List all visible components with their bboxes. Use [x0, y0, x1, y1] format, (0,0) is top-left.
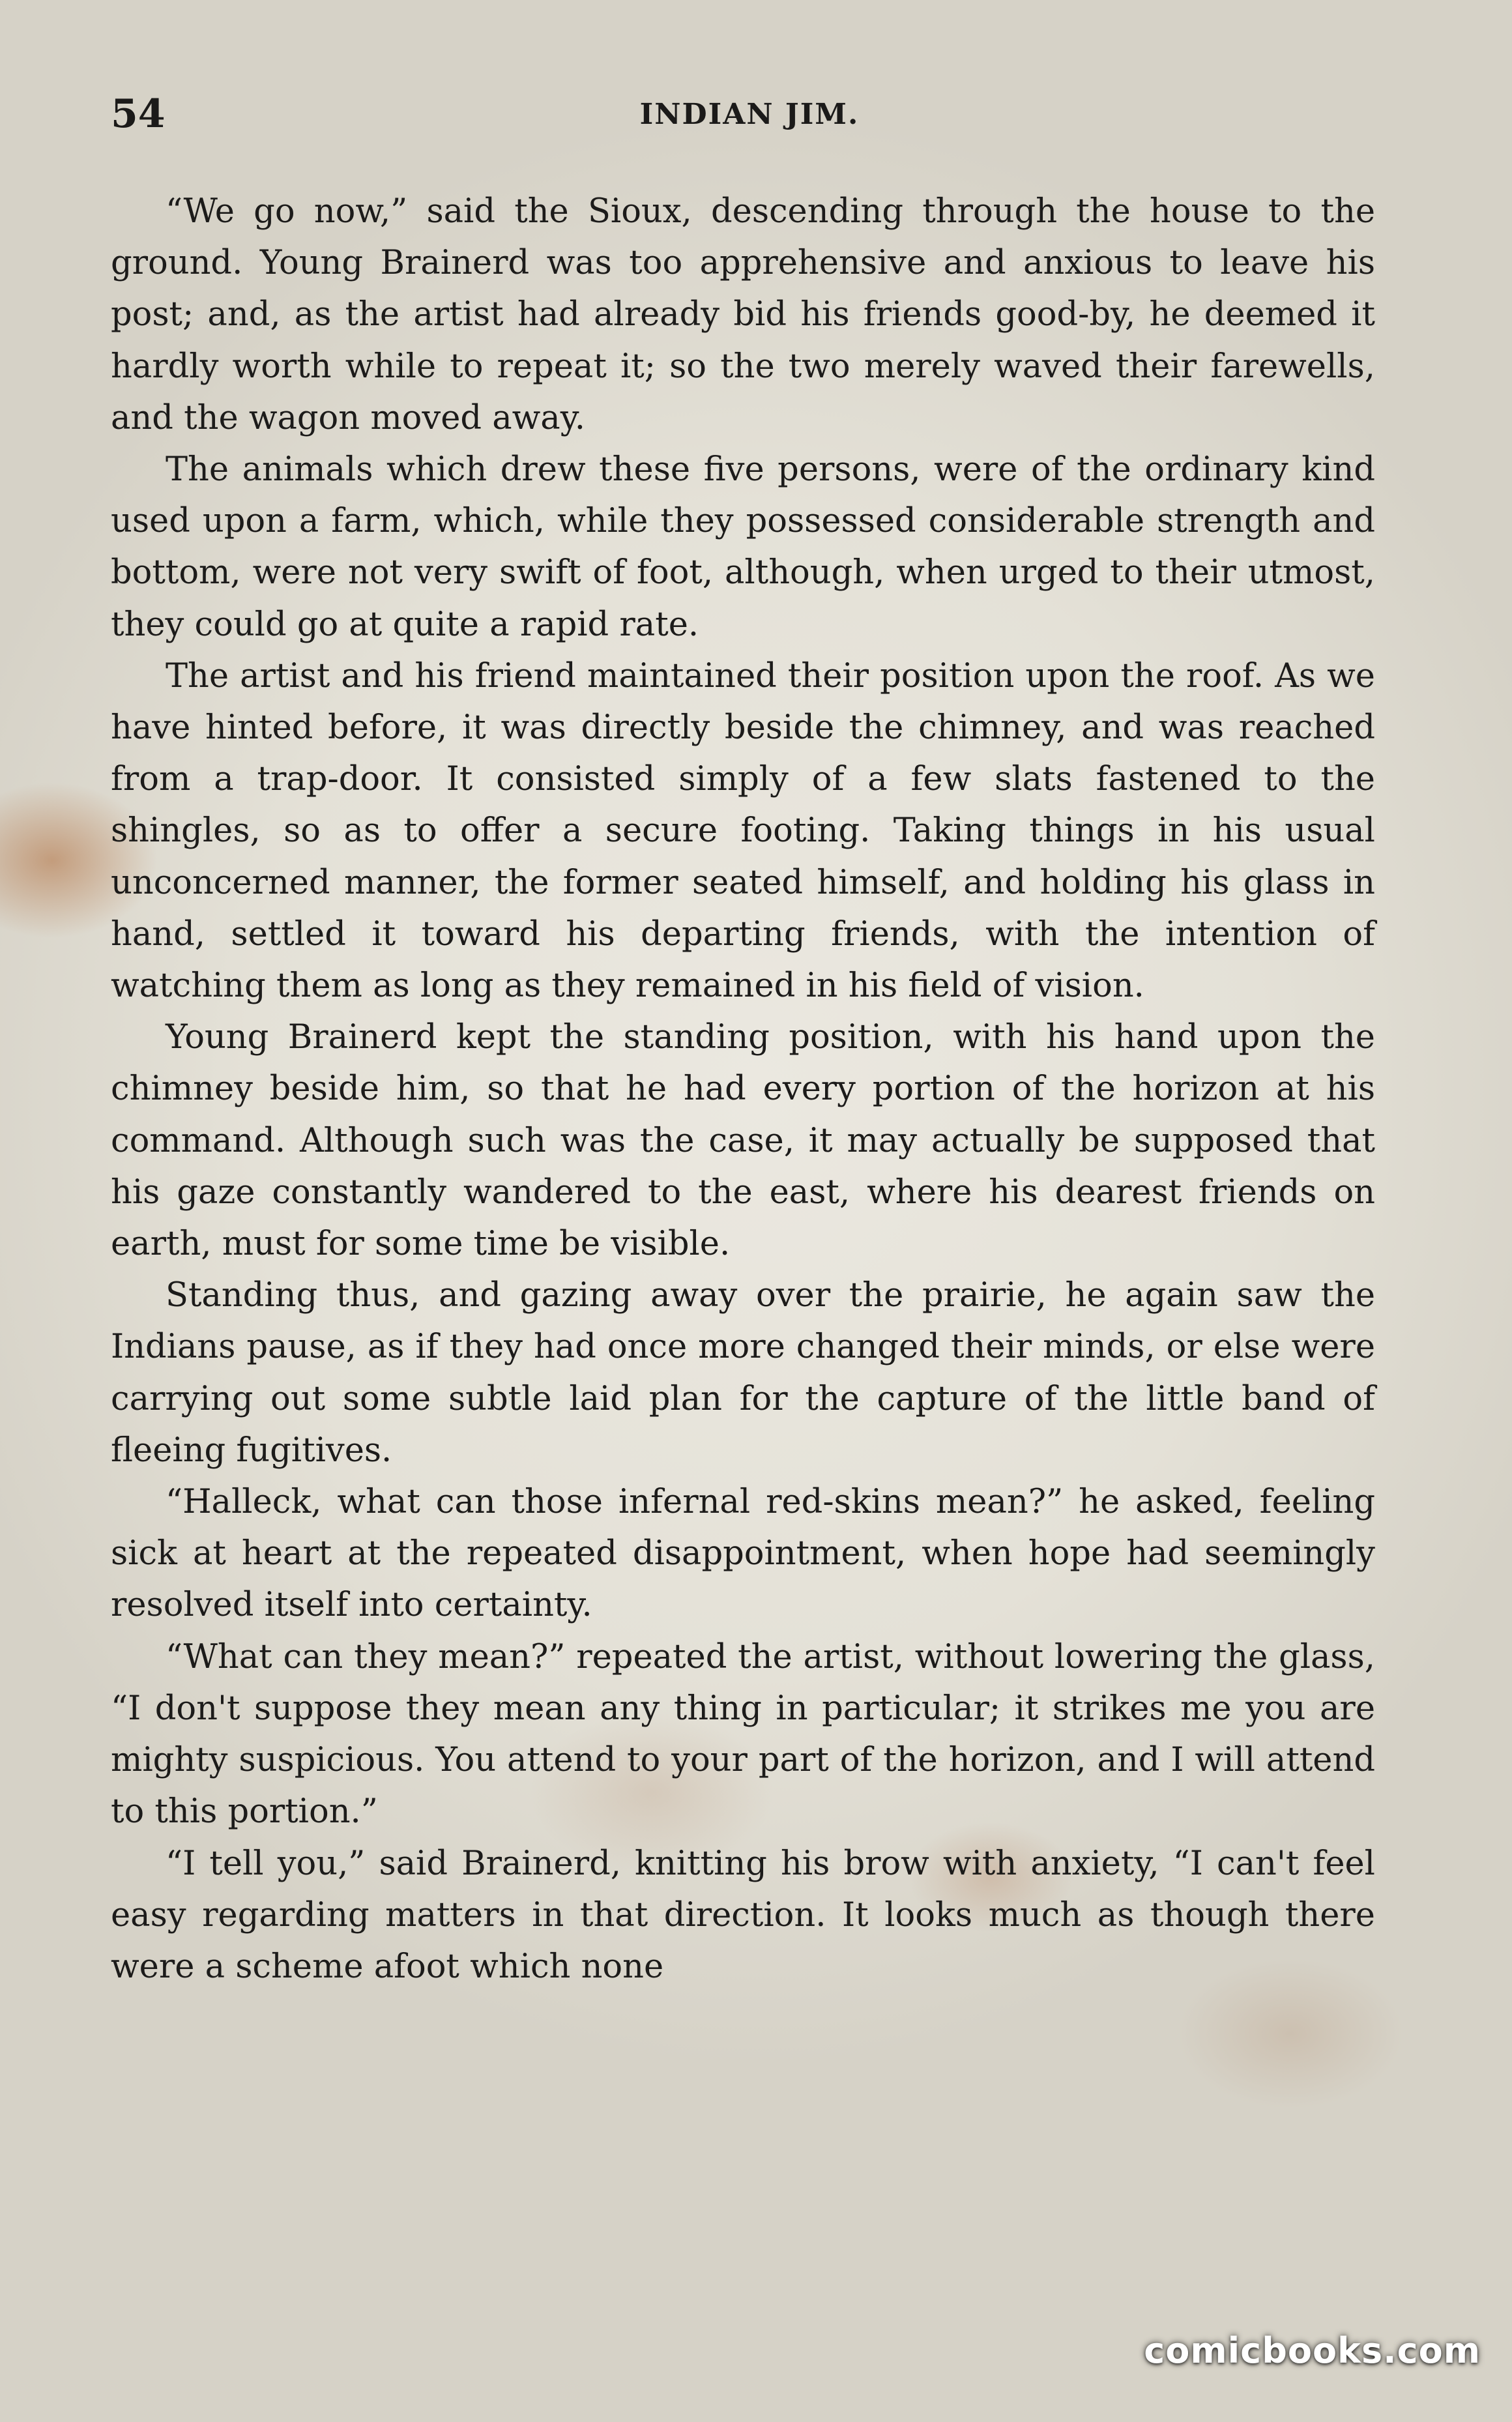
body-text: [111, 186, 1375, 1992]
page-number: 54: [111, 91, 166, 137]
paragraph: Young Brainerd kept the standing position, with his hand upon the chimney beside him, so that he had every portion of the horizon at his command. Although such was the case, it may actually be supposed that his gaze constantly wandered to the east, where his dearest friends on earth, must for some time be visible.: [111, 1018, 1375, 1264]
watermark: comicbooks.com: [1144, 2330, 1481, 2371]
paragraph: “What can they mean?” repeated the artist, without lowering the glass, “I don't suppose they mean any thing in particular; it strikes me you are mighty suspicious. You attend to your part of the horizon, and I will attend to this portion.”: [111, 1637, 1375, 1831]
paragraph: “Halleck, what can those infernal red-skins mean?” he asked, feeling sick at heart at the repeated disappointment, when hope had seemingly resolved itself into certainty.: [111, 1483, 1375, 1625]
paragraph: The artist and his friend maintained their position upon the roof. As we have hinted before, it was directly beside the chimney, and was reached from a trap-door. It consisted simply of a few slats fastened to the shingles, so as to offer a secure footing. Taking things in his usual unconcerned manner, the former seated himself, and holding his glass in hand, settled it toward his departing friends, with the intention of watching them as long as they remained in his field of vision.: [111, 656, 1375, 1006]
page-header: [104, 78, 1395, 143]
paragraph: Standing thus, and gazing away over the prairie, he again saw the Indians pause, as if they had once more changed their minds, or else were carrying out some subtle laid plan for the capture of the little band of fleeing fugitives.: [111, 1276, 1375, 1470]
paragraph: “We go now,” said the Sioux, descending through the house to the ground. Young Brainerd was too apprehensive and anxious to leave his post; and, as the artist had already bid his friends good-by, he deemed it hardly worth while to repeat it; so the two merely waved their farewells, and the wagon moved away.: [111, 192, 1375, 437]
paragraph: The animals which drew these five persons, were of the ordinary kind used upon a farm, which, while they possessed considerable strength and bottom, were not very swift of foot, although, when urged to their utmost, they could go at quite a rapid rate.: [111, 450, 1375, 644]
running-title: INDIAN JIM.: [639, 98, 860, 131]
paragraph: “I tell you,” said Brainerd, knitting his brow with anxiety, “I can't feel easy regarding matters in that direction. It looks much as though there were a scheme afoot which none: [111, 1844, 1375, 1986]
